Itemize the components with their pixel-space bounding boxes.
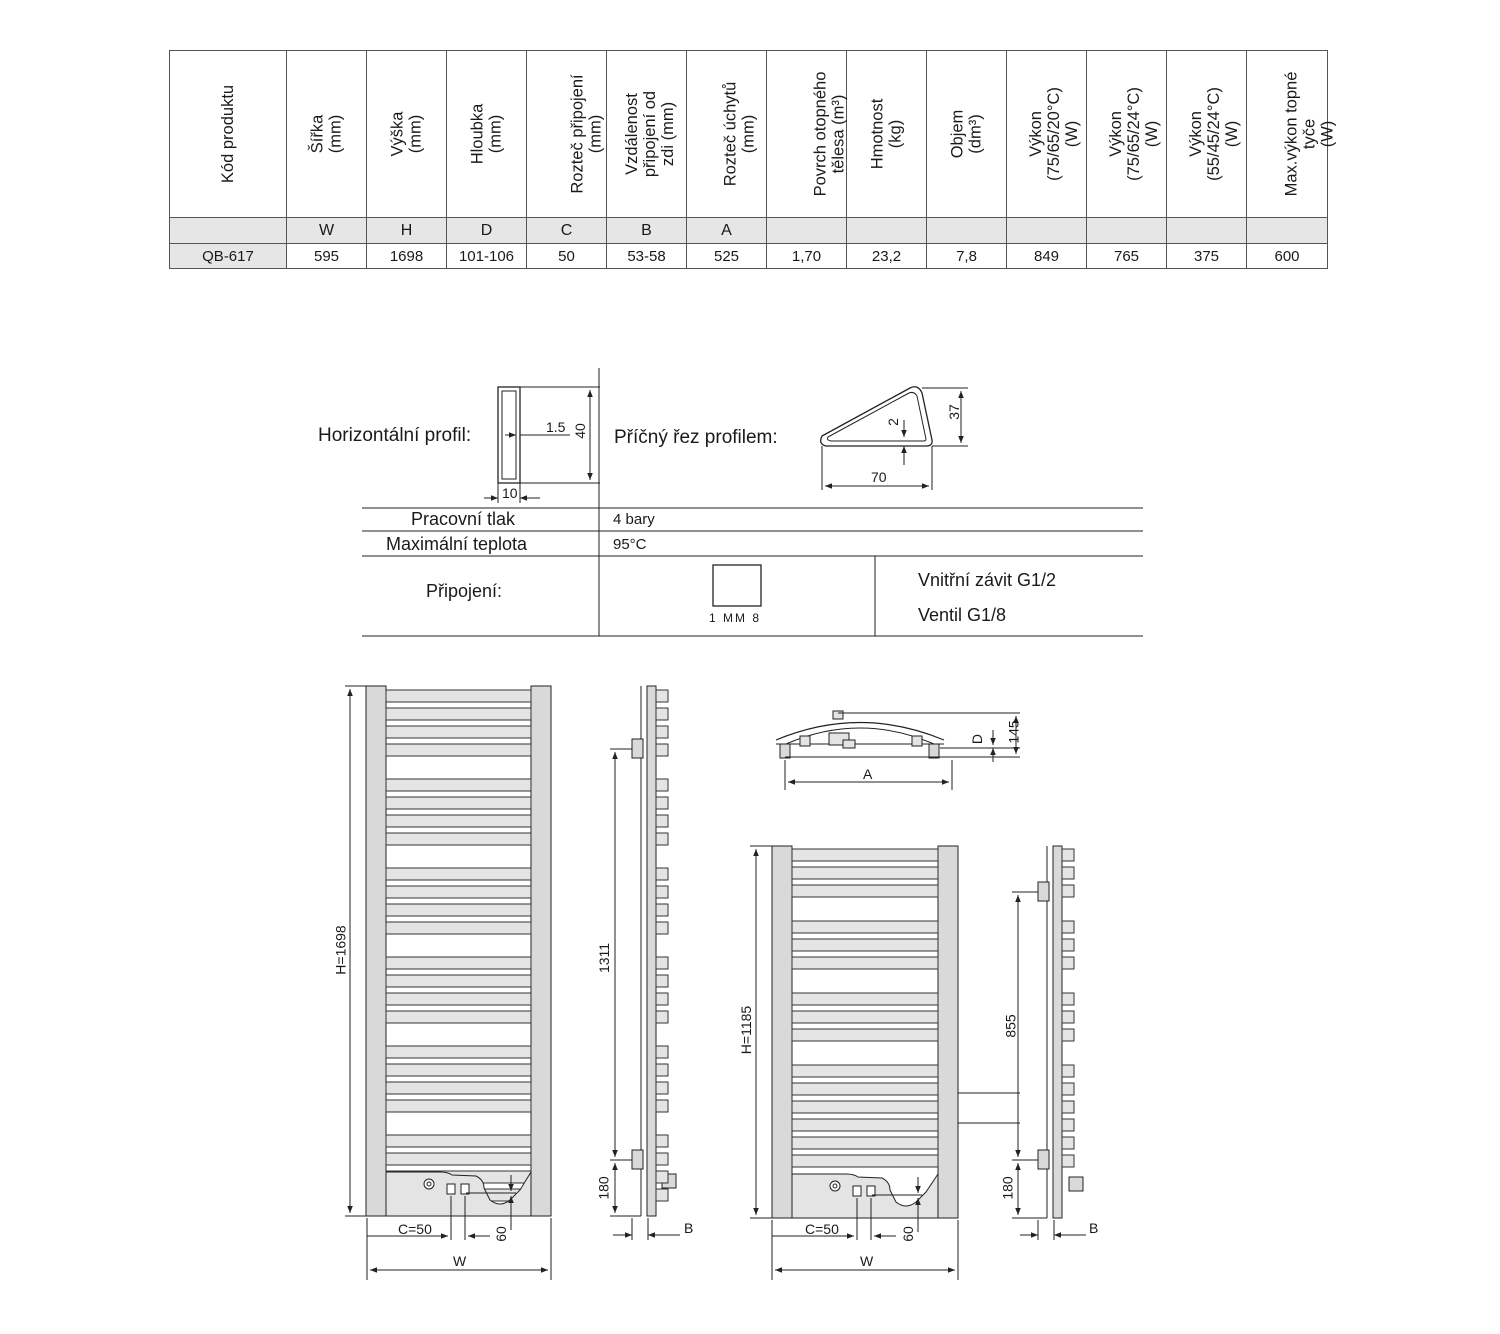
side-fin	[656, 1171, 668, 1183]
header-line: připojení od	[641, 90, 660, 178]
radiator-bar	[792, 1101, 938, 1113]
symbol-cell: H	[367, 218, 447, 244]
radiator-bar	[386, 744, 531, 756]
side-fin	[656, 993, 668, 1005]
h-dim-1-5: 1.5	[546, 419, 566, 435]
radiator-side-1698	[632, 686, 676, 1216]
side-fin	[656, 1153, 668, 1165]
thread-text: Vnitřní závit G1/2	[918, 570, 1057, 590]
side-fin	[1062, 1011, 1074, 1023]
header-line: (75/65/24°C)	[1124, 87, 1143, 181]
header-line: (W)	[1222, 120, 1241, 148]
symbol-cell: D	[447, 218, 527, 244]
value-cell: 375	[1167, 244, 1247, 269]
value-cell: 1698	[367, 244, 447, 269]
radiator-bar	[386, 1082, 531, 1094]
header-line: Výkon	[1106, 111, 1125, 157]
header-line: Rozteč úchytů	[721, 81, 740, 187]
value-cell: 1,70	[767, 244, 847, 269]
header-line: (55/45/24°C)	[1204, 87, 1223, 181]
dim-b-b: B	[1089, 1220, 1099, 1236]
dim-180-a: 180	[595, 1176, 612, 1200]
side-fin	[656, 1189, 668, 1201]
radiator-side-1185	[1038, 846, 1083, 1218]
radiator-bar	[386, 1064, 531, 1076]
radiator-bar	[386, 886, 531, 898]
side-fin	[656, 690, 668, 702]
dim-c50-b: C=50	[805, 1221, 839, 1237]
header-line: (mm)	[406, 114, 425, 154]
radiator-bar	[386, 690, 531, 702]
header-line: (kg)	[886, 119, 905, 149]
radiator-bar	[386, 1100, 531, 1112]
side-fin	[656, 1046, 668, 1058]
side-fin	[656, 1082, 668, 1094]
side-fin	[1062, 1155, 1074, 1167]
value-cell: 23,2	[847, 244, 927, 269]
side-fin	[656, 1100, 668, 1112]
radiator-bar	[386, 904, 531, 916]
radiator-bar	[386, 779, 531, 791]
dim-w-b: W	[860, 1253, 874, 1269]
dim-855: 855	[1002, 1014, 1019, 1038]
radiator-bar	[386, 1135, 531, 1147]
header-line: Objem	[948, 109, 967, 159]
radiator-bar	[792, 1083, 938, 1095]
side-fin	[656, 975, 668, 987]
c-dim-2: 2	[884, 418, 901, 426]
side-fin	[1062, 867, 1074, 879]
side-fin	[1062, 1137, 1074, 1149]
connection-label: Připojení:	[426, 581, 503, 601]
valve-text: Ventil G1/8	[918, 605, 1007, 625]
pressure-value: 4 bary	[613, 511, 655, 528]
symbol-cell: A	[687, 218, 767, 244]
radiator-bar	[792, 885, 938, 897]
side-fin	[656, 886, 668, 898]
temperature-value: 95°C	[613, 536, 647, 553]
value-cell: 7,8	[927, 244, 1007, 269]
side-fin	[1062, 993, 1074, 1005]
side-fin	[656, 904, 668, 916]
header-line: tyče	[1300, 118, 1319, 150]
radiator-bar	[792, 867, 938, 879]
dim-h-1698: H=1698	[332, 925, 349, 975]
side-fin	[1062, 1029, 1074, 1041]
side-fin	[1062, 957, 1074, 969]
side-fin	[1062, 1101, 1074, 1113]
header-line: (75/65/20°C)	[1044, 87, 1063, 181]
header-line: Povrch otopného	[811, 71, 830, 197]
product-code-cell: QB-617	[170, 244, 287, 269]
header-line: Hmotnost	[868, 98, 887, 170]
radiator-bar	[386, 815, 531, 827]
header-line: (mm)	[486, 114, 505, 154]
side-fin	[656, 708, 668, 720]
header-line: zdi (mm)	[659, 101, 678, 167]
radiator-bar	[792, 939, 938, 951]
header-line: (mm)	[586, 114, 605, 154]
value-cell: 765	[1087, 244, 1167, 269]
h-dim-40: 40	[571, 423, 588, 439]
radiator-bar	[386, 1153, 531, 1165]
header-line: Max.výkon topné	[1282, 71, 1301, 197]
dim-h-1185: H=1185	[738, 1005, 755, 1055]
c-dim-37: 37	[945, 404, 962, 420]
side-fin	[1062, 1065, 1074, 1077]
radiator-bar	[792, 957, 938, 969]
radiator-bar	[386, 797, 531, 809]
header-line: (mm)	[326, 114, 345, 154]
radiator-bar	[386, 922, 531, 934]
dim-top-145: 145	[1005, 720, 1022, 744]
header-line: (dm³)	[966, 114, 985, 154]
side-fin	[1062, 849, 1074, 861]
radiator-bar	[386, 975, 531, 987]
side-fin	[656, 744, 668, 756]
header-line: (W)	[1062, 120, 1081, 148]
header-line: (W)	[1318, 120, 1337, 148]
side-fin	[656, 833, 668, 845]
side-fin	[656, 1135, 668, 1147]
dim-c50-a: C=50	[398, 1221, 432, 1237]
side-fin	[1062, 1119, 1074, 1131]
connection-symbol	[713, 565, 761, 606]
radiator-bar	[386, 833, 531, 845]
radiator-bar	[792, 1011, 938, 1023]
cross-section-inner	[827, 392, 926, 441]
side-fin	[656, 868, 668, 880]
dim-180-b: 180	[999, 1176, 1016, 1200]
side-fin	[1062, 921, 1074, 933]
value-cell: 101-106	[447, 244, 527, 269]
side-fin	[656, 797, 668, 809]
connection-marks: 1 MM 8	[709, 611, 762, 625]
side-fin	[656, 922, 668, 934]
dim-60-a: 60	[492, 1226, 509, 1242]
value-cell: 53-58	[607, 244, 687, 269]
radiator-bar	[386, 957, 531, 969]
radiator-bar	[792, 1155, 938, 1167]
radiator-bar	[792, 1137, 938, 1149]
dim-w-a: W	[453, 1253, 467, 1269]
header-line: Výška	[388, 111, 407, 157]
radiator-bar	[792, 1065, 938, 1077]
header-line: Hloubka	[468, 103, 487, 165]
radiator-top-view	[776, 711, 944, 758]
value-cell: 600	[1247, 244, 1328, 269]
radiator-bar	[386, 1046, 531, 1058]
side-fin	[656, 779, 668, 791]
horizontal-profile-label: Horizontální profil:	[318, 425, 472, 446]
header-line: Vzdálenost	[623, 93, 642, 175]
radiator-bar	[386, 708, 531, 720]
header-line: Rozteč připojení	[568, 74, 587, 194]
header-line: Šířka	[308, 114, 327, 154]
cross-section-label: Příčný řez profilem:	[614, 427, 778, 448]
side-fin	[656, 957, 668, 969]
cross-section-outer	[821, 387, 932, 446]
symbol-cell: W	[287, 218, 367, 244]
side-fin	[656, 726, 668, 738]
side-fin	[1062, 1083, 1074, 1095]
c-dim-70: 70	[871, 469, 887, 485]
radiator-bar	[386, 1011, 531, 1023]
radiator-bar	[792, 921, 938, 933]
dim-b-a: B	[684, 1220, 694, 1236]
dim-1311: 1311	[596, 942, 613, 974]
radiator-front-1698	[366, 686, 551, 1216]
side-fin	[1062, 885, 1074, 897]
temperature-label: Maximální teplota	[386, 534, 528, 554]
radiator-bar	[792, 993, 938, 1005]
header-line: Výkon	[1186, 111, 1205, 157]
side-fin	[656, 815, 668, 827]
radiator-bar	[792, 1029, 938, 1041]
value-cell: 849	[1007, 244, 1087, 269]
h-dim-10: 10	[502, 485, 518, 501]
value-cell: 525	[687, 244, 767, 269]
value-cell: 50	[527, 244, 607, 269]
dim-top-a: A	[863, 766, 873, 782]
value-cell: 595	[287, 244, 367, 269]
symbol-cell: C	[527, 218, 607, 244]
dim-top-d: D	[969, 733, 986, 745]
header-line: tělesa (m³)	[829, 94, 848, 174]
radiator-bar	[386, 726, 531, 738]
pressure-label: Pracovní tlak	[411, 509, 516, 529]
header-line: Kód produktu	[219, 84, 237, 184]
header-line: Výkon	[1026, 111, 1045, 157]
header-line: (mm)	[739, 114, 758, 154]
radiator-bar	[792, 849, 938, 861]
radiator-front-1185	[772, 846, 958, 1218]
symbol-cell: B	[607, 218, 687, 244]
side-fin	[656, 1011, 668, 1023]
header-line: (W)	[1142, 120, 1161, 148]
radiator-bar	[386, 993, 531, 1005]
radiator-bar	[792, 1119, 938, 1131]
radiator-bar	[386, 868, 531, 880]
dim-60-b: 60	[899, 1226, 916, 1242]
side-fin	[1062, 939, 1074, 951]
side-fin	[656, 1064, 668, 1076]
